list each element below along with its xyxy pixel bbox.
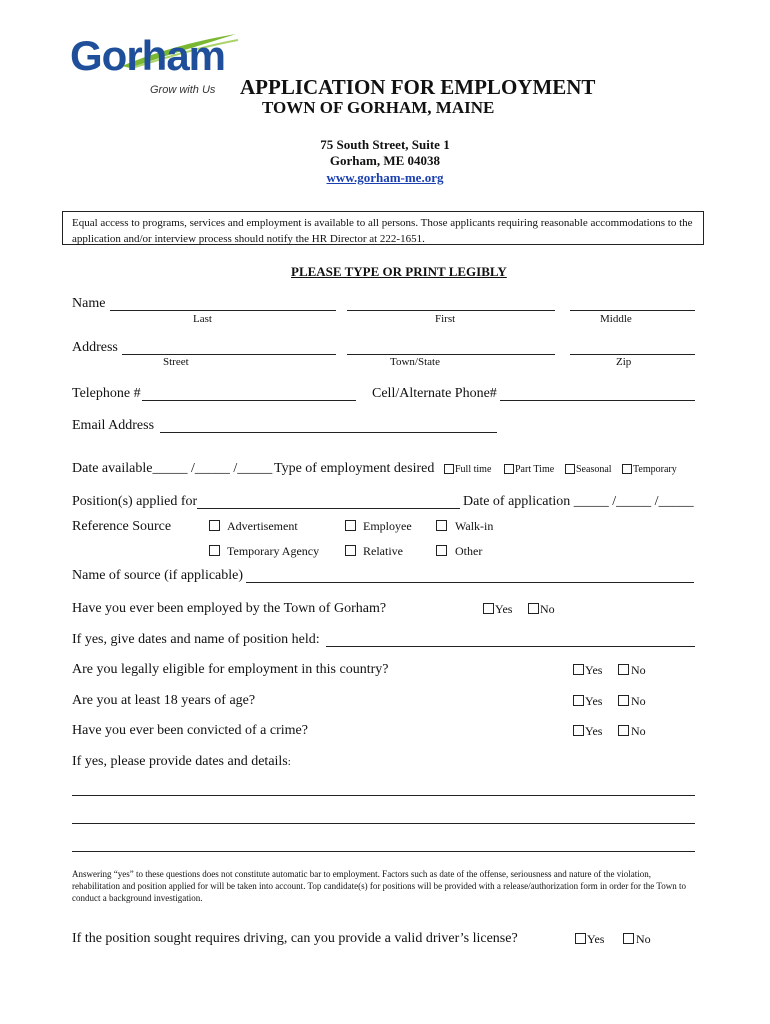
dates-position-field[interactable] — [326, 646, 695, 647]
employed-before-question: Have you ever been employed by the Town of Gorham? — [72, 601, 387, 616]
age-yes-checkbox[interactable] — [573, 695, 584, 706]
address-label: Address — [72, 340, 118, 355]
details-label: If yes, please provide dates and details: — [72, 754, 291, 769]
cell-phone-label: Cell/Alternate Phone# — [372, 386, 497, 401]
details-line-3[interactable] — [72, 851, 695, 852]
source-name-field[interactable] — [246, 582, 694, 583]
eligible-yes-checkbox[interactable] — [573, 664, 584, 675]
first-name-field[interactable] — [347, 310, 555, 311]
dates-position-label: If yes, give dates and name of position held: — [72, 632, 320, 647]
temporary-agency-checkbox[interactable] — [209, 545, 220, 556]
age-no-checkbox[interactable] — [618, 695, 629, 706]
form-title: APPLICATION FOR EMPLOYMENT — [240, 75, 596, 99]
full-time-label: Full time — [455, 464, 492, 475]
disclaimer-text: Answering “yes” to these questions does not constitute automatic bar to employment. Factors such as date of the offense, seriousness and nature of the violation, rehabilitation and position applied for will be taken into account. Top candidate(s) for positions will be provided with a release/authorization form in order for the Town to conduct a background investigation. — [72, 869, 686, 903]
age-no-label: No — [631, 694, 646, 708]
logo-tagline: Grow with Us — [150, 84, 216, 96]
zip-caption: Zip — [616, 356, 632, 368]
street-field[interactable] — [122, 354, 336, 355]
convicted-yes-checkbox[interactable] — [573, 725, 584, 736]
part-time-label: Part Time — [515, 464, 555, 475]
other-label: Other — [455, 544, 483, 558]
employed-before-yes-label: Yes — [495, 602, 513, 616]
telephone-field[interactable] — [142, 400, 356, 401]
walk-in-checkbox[interactable] — [436, 520, 447, 531]
seasonal-label: Seasonal — [576, 464, 612, 475]
first-caption: First — [435, 313, 456, 325]
form-subtitle: TOWN OF GORHAM, MAINE — [262, 98, 495, 117]
last-name-field[interactable] — [110, 310, 336, 311]
street-caption: Street — [163, 356, 189, 368]
reference-source-label: Reference Source — [72, 519, 172, 534]
town-state-caption: Town/State — [390, 356, 440, 368]
advertisement-label: Advertisement — [227, 519, 298, 533]
telephone-label: Telephone # — [72, 386, 141, 401]
zip-field[interactable] — [570, 354, 695, 355]
email-label: Email Address — [72, 418, 155, 433]
website-link[interactable]: www.gorham-me.org — [326, 170, 444, 185]
date-available-field[interactable]: Date available_____ /_____ /_____ — [72, 461, 273, 476]
part-time-checkbox[interactable] — [504, 464, 514, 474]
age-yes-label: Yes — [585, 694, 603, 708]
employed-before-no-checkbox[interactable] — [528, 603, 539, 614]
date-of-application-field[interactable]: Date of application _____ /_____ /_____ — [463, 494, 694, 509]
employee-label: Employee — [363, 519, 412, 533]
convicted-yes-label: Yes — [585, 724, 603, 738]
eligibility-question: Are you legally eligible for employment in this country? — [72, 662, 389, 677]
license-no-checkbox[interactable] — [623, 933, 634, 944]
middle-caption: Middle — [600, 313, 632, 325]
details-line-2[interactable] — [72, 823, 695, 824]
positions-field[interactable] — [197, 508, 460, 509]
full-time-checkbox[interactable] — [444, 464, 454, 474]
convicted-no-label: No — [631, 724, 646, 738]
email-field[interactable] — [160, 432, 497, 433]
last-caption: Last — [193, 313, 212, 325]
source-name-label: Name of source (if applicable) — [72, 568, 244, 583]
relative-checkbox[interactable] — [345, 545, 356, 556]
cell-phone-field[interactable] — [500, 400, 695, 401]
license-yes-checkbox[interactable] — [575, 933, 586, 944]
advertisement-checkbox[interactable] — [209, 520, 220, 531]
office-address-line2: Gorham, ME 04038 — [329, 153, 441, 168]
eligible-yes-label: Yes — [585, 663, 603, 677]
walk-in-label: Walk-in — [455, 519, 494, 533]
conviction-question: Have you ever been convicted of a crime? — [72, 723, 308, 738]
employment-type-label: Type of employment desired — [274, 461, 435, 476]
license-yes-label: Yes — [587, 932, 605, 946]
details-line-1[interactable] — [72, 795, 695, 796]
convicted-no-checkbox[interactable] — [618, 725, 629, 736]
eligible-no-checkbox[interactable] — [618, 664, 629, 675]
name-label: Name — [72, 296, 106, 311]
employed-before-no-label: No — [540, 602, 555, 616]
logo-wordmark: Gorham — [70, 32, 226, 79]
relative-label: Relative — [363, 544, 403, 558]
temporary-checkbox[interactable] — [622, 464, 632, 474]
eligible-no-label: No — [631, 663, 646, 677]
seasonal-checkbox[interactable] — [565, 464, 575, 474]
office-address-line1: 75 South Street, Suite 1 — [320, 137, 450, 152]
positions-label: Position(s) applied for — [72, 494, 198, 509]
middle-name-field[interactable] — [570, 310, 695, 311]
temporary-agency-label: Temporary Agency — [227, 544, 320, 558]
other-checkbox[interactable] — [436, 545, 447, 556]
drivers-license-question: If the position sought requires driving, can you provide a valid driver’s license? — [72, 931, 518, 946]
print-instruction: PLEASE TYPE OR PRINT LEGIBLY — [291, 264, 507, 279]
license-no-label: No — [636, 932, 651, 946]
equal-access-notice: Equal access to programs, services and employment is available to all persons. Those applicants requiring reasonable accommodations to the application and/or interview process should notify the HR Director at 222-1651. — [62, 211, 704, 245]
employed-before-yes-checkbox[interactable] — [483, 603, 494, 614]
employee-checkbox[interactable] — [345, 520, 356, 531]
age-question: Are you at least 18 years of age? — [72, 693, 256, 708]
town-state-field[interactable] — [347, 354, 555, 355]
temporary-label: Temporary — [633, 464, 677, 475]
